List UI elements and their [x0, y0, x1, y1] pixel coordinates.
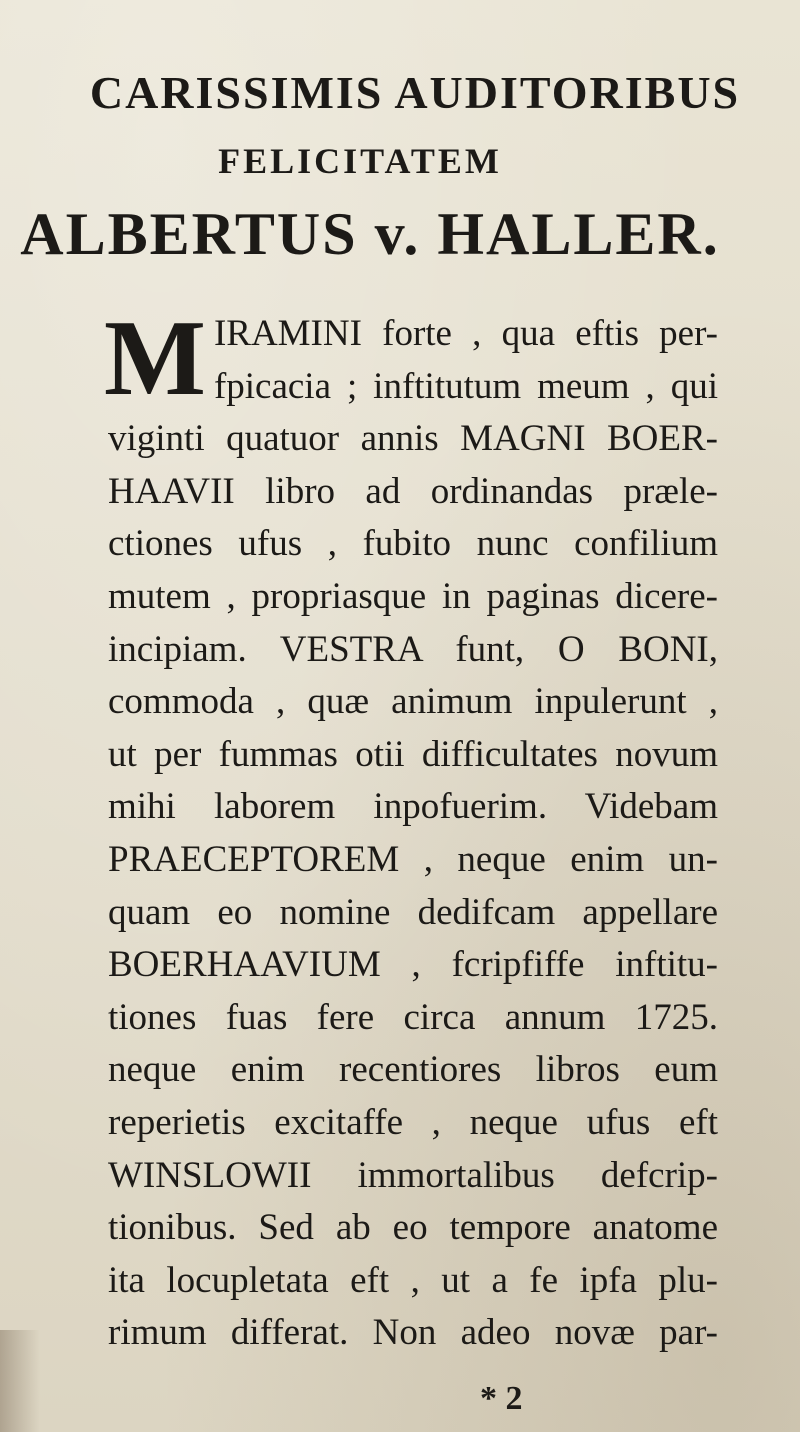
text-line: mutem , propriasque in paginas dicere- — [108, 575, 718, 617]
text-line: neque enim recentiores libros eum — [108, 1049, 718, 1091]
text-line: incipiam. VESTRA funt, O BONI, — [108, 628, 718, 670]
text-line: commoda , quæ animum inpulerunt , — [108, 681, 718, 723]
dedication-heading: CARISSIMIS AUDITORIBUS — [89, 67, 741, 118]
text-line: WINSLOWII immortalibus defcrip- — [108, 1154, 718, 1196]
page-edge-shadow — [0, 1330, 40, 1432]
drop-cap: M — [104, 299, 206, 418]
text-line: BOERHAAVIUM , fcripfiffe inftitu- — [108, 944, 718, 986]
text-line: reperietis excitaffe , neque ufus eft — [108, 1101, 718, 1143]
text-line: mihi laborem inpofuerim. Videbam — [108, 786, 718, 828]
text-line: tiones fuas fere circa annum 1725. — [108, 996, 718, 1038]
text-line: rimum differat. Non adeo novæ par- — [108, 1312, 718, 1354]
text-line: viginti quatuor annis MAGNI BOER- — [108, 418, 718, 460]
text-line: ctiones ufus , fubito nunc confilium — [108, 523, 718, 565]
text-line: quam eo nomine dedifcam appellare — [108, 891, 718, 933]
text-line: tionibus. Sed ab eo tempore anatome — [108, 1207, 718, 1249]
text-line: fpicacia ; inftitutum meum , qui — [213, 365, 718, 407]
text-line: HAAVII libro ad ordinandas præle- — [108, 470, 718, 512]
author-heading: ALBERTUS v. HALLER. — [20, 201, 720, 267]
text-line: ut per fummas otii difficultates novum — [108, 733, 718, 775]
salutation-heading: FELICITATEM — [218, 141, 502, 181]
preface-text — [104, 299, 718, 1360]
signature-mark: * 2 — [480, 1380, 523, 1417]
text-line: IRAMINI forte , qua eftis per- — [213, 313, 718, 354]
text-line: PRAECEPTOREM , neque enim un- — [108, 838, 718, 880]
text-line: ita locupletata eft , ut a fe ipfa plu- — [108, 1259, 718, 1301]
